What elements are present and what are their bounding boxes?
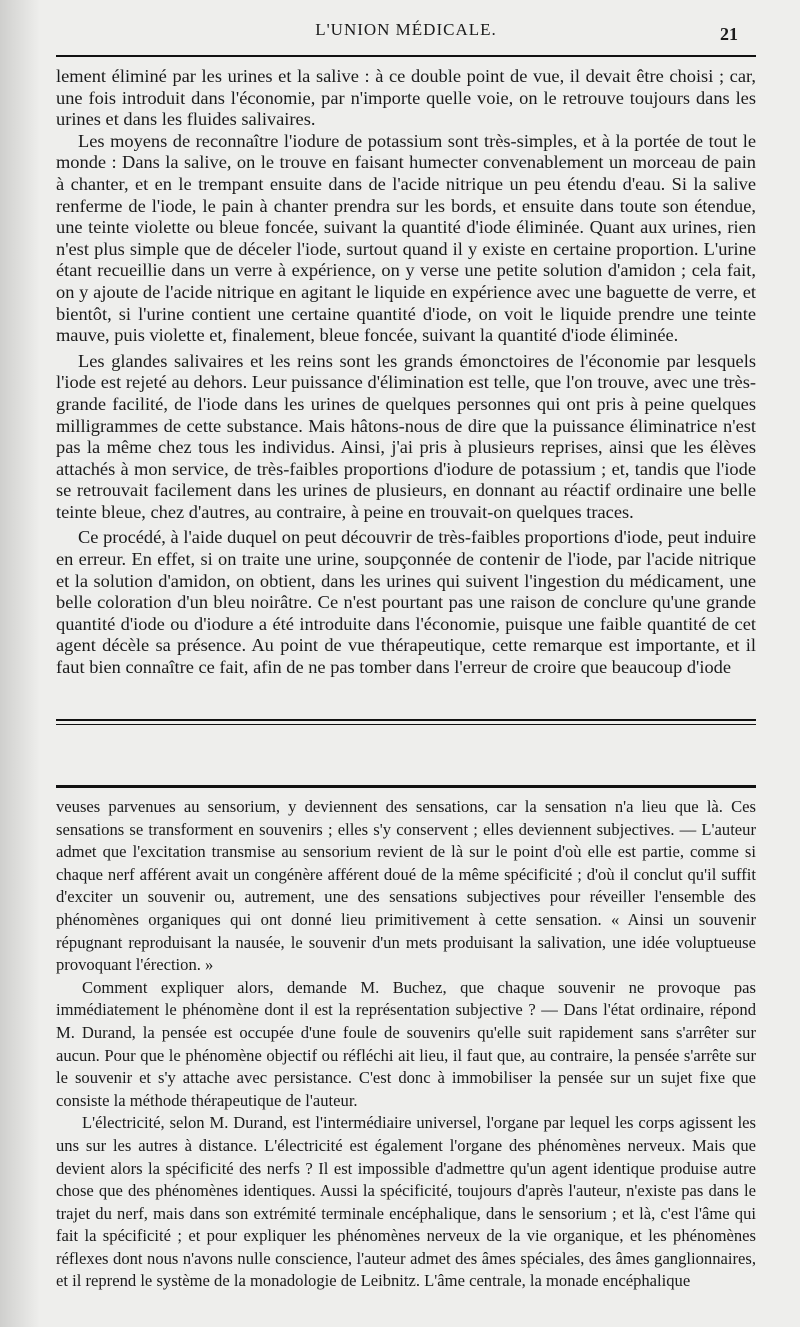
upper-article-text [56,66,756,679]
paragraph-3: Les glandes salivaires et les reins sont les grands émonctoires de l'économie par lesquels l'iode est rejeté au dehors. Leur puissance d'élimination est telle, que l'on trouve, avec une très-grande facilité, de l'iode dans les urines de quelques personnes qui ont pris à peine quelques milligrammes de cette substance. Mais hâtons-nous de dire que la puissance éliminatrice n'est pas la même chez tous les individus. Ainsi, j'ai pris à plusieurs reprises, ainsi que les élèves attachés à mon service, de très-faibles proportions d'iodure de potassium ; et, tandis que l'iode se retrouvait facilement dans les urines de plusieurs, en donnant au réactif ordinaire une belle teinte bleue, chez d'autres, au contraire, à peine en trouvait-on quelques traces. [56,350,756,522]
paragraph-2: Les moyens de reconnaître l'iodure de potassium sont très-simples, et à la portée de tout le monde : Dans la salive, on le trouve en faisant humecter convenablement un morceau de pain à chanter, et en le trempant ensuite dans de l'acide nitrique un peu étendu d'eau. Si la salive renferme de l'iode, le pain à chanter prendra sur les bords, et ensuite dans toute son étendue, une teinte violette ou bleue foncée, suivant la quantité d'iode éliminée. Quant aux urines, rien n'est plus simple que de déceler l'iode, surtout quand il y existe en certaine proportion. L'urine étant recueillie dans un verre à expérience, on y verse une petite solution d'amidon ; cela fait, on y ajoute de l'acide nitrique en agitant le liquide en expérience avec une baguette de verre, et bientôt, si l'urine contient une certaine quantité d'iode, on voit le liquide prendre une teinte mauve, puis violette et, finalement, bleue foncée, suivant la quantité d'iode éliminée. [56,130,756,346]
header-rule [56,55,756,57]
paragraph-4: Ce procédé, à l'aide duquel on peut découvrir de très-faibles proportions d'iode, peut induire en erreur. En effet, si on traite une urine, soupçonnée de contenir de l'iode, par l'acide nitrique et la solution d'amidon, on obtient, dans les urines qui suivent l'ingestion du médicament, une belle coloration d'un bleu noirâtre. Ce n'est pourtant pas une raison de conclure qu'une grande quantité d'iode ou d'iodure a été introduite dans l'économie, puisque une faible quantité de cet agent décèle sa présence. Au point de vue thérapeutique, cette remarque est importante, et il faut bien connaître ce fait, afin de ne pas tomber dans l'erreur de croire que beaucoup d'iode [56,527,756,678]
page-header [56,18,756,50]
lower-paragraph-2: Comment expliquer alors, demande M. Buchez, que chaque souvenir ne provoque pas immédiatement le phénomène dont il est la représentation subjective ? — Dans l'état ordinaire, répond M. Durand, la pensée est occupée d'une foule de souvenirs qu'elle suit rapidement sans s'arrêter sur aucun. Pour que le phénomène objectif ou réfléchi ait lieu, il faut que, au contraire, la pensée s'arrête sur le souvenir et s'y attache avec persistance. C'est donc à immobiliser la pensée sur un sujet fixe que consiste la méthode thérapeutique de l'auteur. [56,977,756,1110]
lower-paragraph-1: veuses parvenues au sensorium, y deviennent des sensations, car la sensation n'a lieu que là. Ces sensations se transforment en souvenirs ; elles s'y conservent ; elles deviennent subjectives. — L'auteur admet que l'excitation transmise au sensorium revient de là sur le point d'où elle est partie, comme si chaque nerf afférent avait un congénère afférent doué de la même spécificité ; d'où il conclut qu'il suffit d'exciter un souvenir ou, autrement, une des sensations subjectives pour réveiller l'ensemble des phénomènes organiques qui ont donné lieu primitivement à cette sensation. « Ainsi un souvenir répugnant reproduisant la nausée, le souvenir d'un mets produisant la salivation, une idée voluptueuse provoquant l'érection. » [56,797,756,975]
feuilleton-rule [56,785,756,788]
page-number: 21 [720,24,738,44]
paragraph-1: lement éliminé par les urines et la salive : à ce double point de vue, il devait être choisi ; car, une fois introduit dans l'économie, par n'importe quelle voie, on le retrouve toujours dans les urines et dans les fluides salivaires. [56,66,756,130]
section-rule-thin [56,724,756,725]
section-rule [56,719,756,721]
lower-paragraph-3: L'électricité, selon M. Durand, est l'intermédiaire universel, l'organe par lequel les corps agissent les uns sur les autres à distance. L'électricité est également l'organe des phénomènes nerveux. Mais que devient alors la spécificité des nerfs ? Il est impossible d'admettre qu'un agent identique produise autre chose que des phénomènes identiques. Aussi la spécificité, toujours d'après l'auteur, n'existe pas dans le trajet du nerf, mais dans son extrémité terminale encéphalique, dans le sensorium ; et là, c'est l'âme qui fait la spécificité ; et pour expliquer les phénomènes nerveux de la vie organique, et les phénomènes réflexes dont nous n'avons nulle conscience, l'auteur admet des âmes spéciales, des âmes ganglionnaires, et il reprend le système de la monadologie de Leibnitz. L'âme centrale, la monade encéphalique [56,1113,756,1291]
lower-article-text [56,796,756,1293]
running-head: L'UNION MÉDICALE. [315,20,497,39]
